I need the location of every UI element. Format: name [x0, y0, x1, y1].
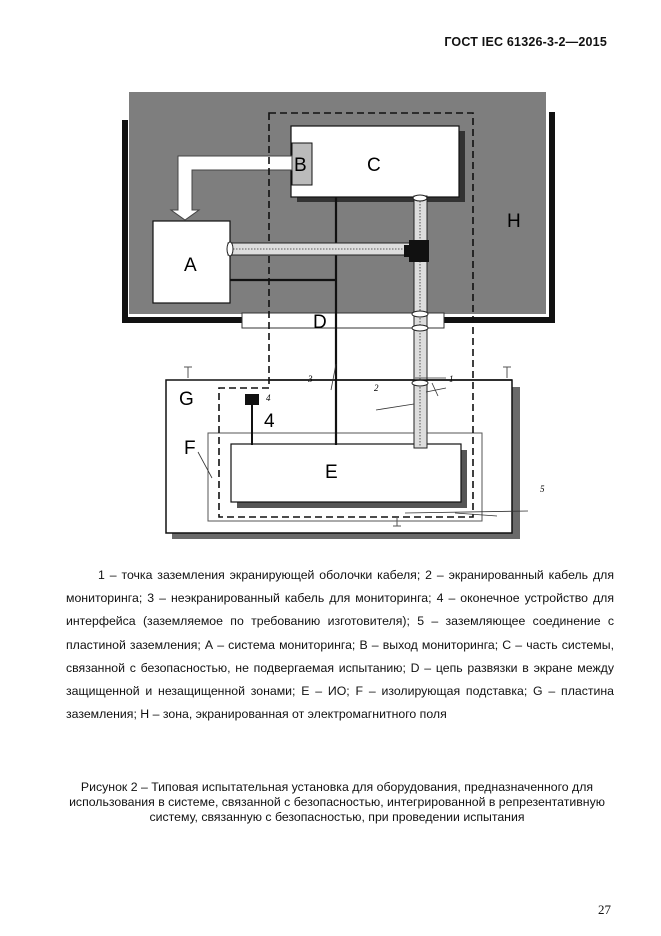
figure-caption: Рисунок 2 – Типовая испытательная установка для оборудования, предназначенного для использования в системе, связанной с безопасностью, интегрированной в репрезентативную систему, связанную с безопасностью, при проведении испытания — [69, 780, 605, 824]
label-g: G — [179, 389, 194, 410]
label-c: C — [367, 155, 381, 176]
callout-1: 1 — [449, 374, 454, 384]
ground-symbol-right — [503, 367, 511, 378]
callout-2: 2 — [374, 383, 379, 393]
page-number: 27 — [598, 902, 611, 917]
legend-text: 1 – точка заземления экранирующей оболочки кабеля; 2 – экранированный кабель для мониторинга; 3 – неэкранированный кабель для мониторинга; 4 – оконечное устройство для интерфейса (заземляемое по требованию изготовителя); 5 – заземляющее соединение с пластиной заземления; А – система мониторинга; В – выход мониторинга; С – часть системы, связанной с безопасностью, не подвергаемая испытанию; D – цепь развязки в экране между защищенной и незащищенной зонами; Е – ИО; F – изолирующая подставка; G – пластина заземления; Н – зона, экранированная от электромагнитного поля — [66, 568, 614, 722]
cable-connector — [409, 240, 429, 262]
terminal-device — [245, 394, 259, 405]
label-f: F — [184, 438, 196, 459]
shielded-cable-vertical — [414, 196, 427, 448]
callout-3: 3 — [308, 374, 313, 384]
callout-5: 5 — [540, 484, 545, 494]
label-d: D — [313, 312, 327, 333]
eut-box-e — [231, 444, 461, 502]
ground-symbol-left — [184, 367, 192, 378]
label-h: H — [507, 211, 521, 232]
callout-4: 4 — [266, 393, 271, 403]
label-e: E — [325, 462, 338, 483]
document-header: ГОСТ IEC 61326-3-2—2015 — [444, 35, 607, 49]
figure-legend — [66, 564, 614, 726]
label-b: B — [294, 155, 307, 176]
label-a: A — [184, 255, 197, 276]
label-terminal-4: 4 — [264, 411, 275, 432]
